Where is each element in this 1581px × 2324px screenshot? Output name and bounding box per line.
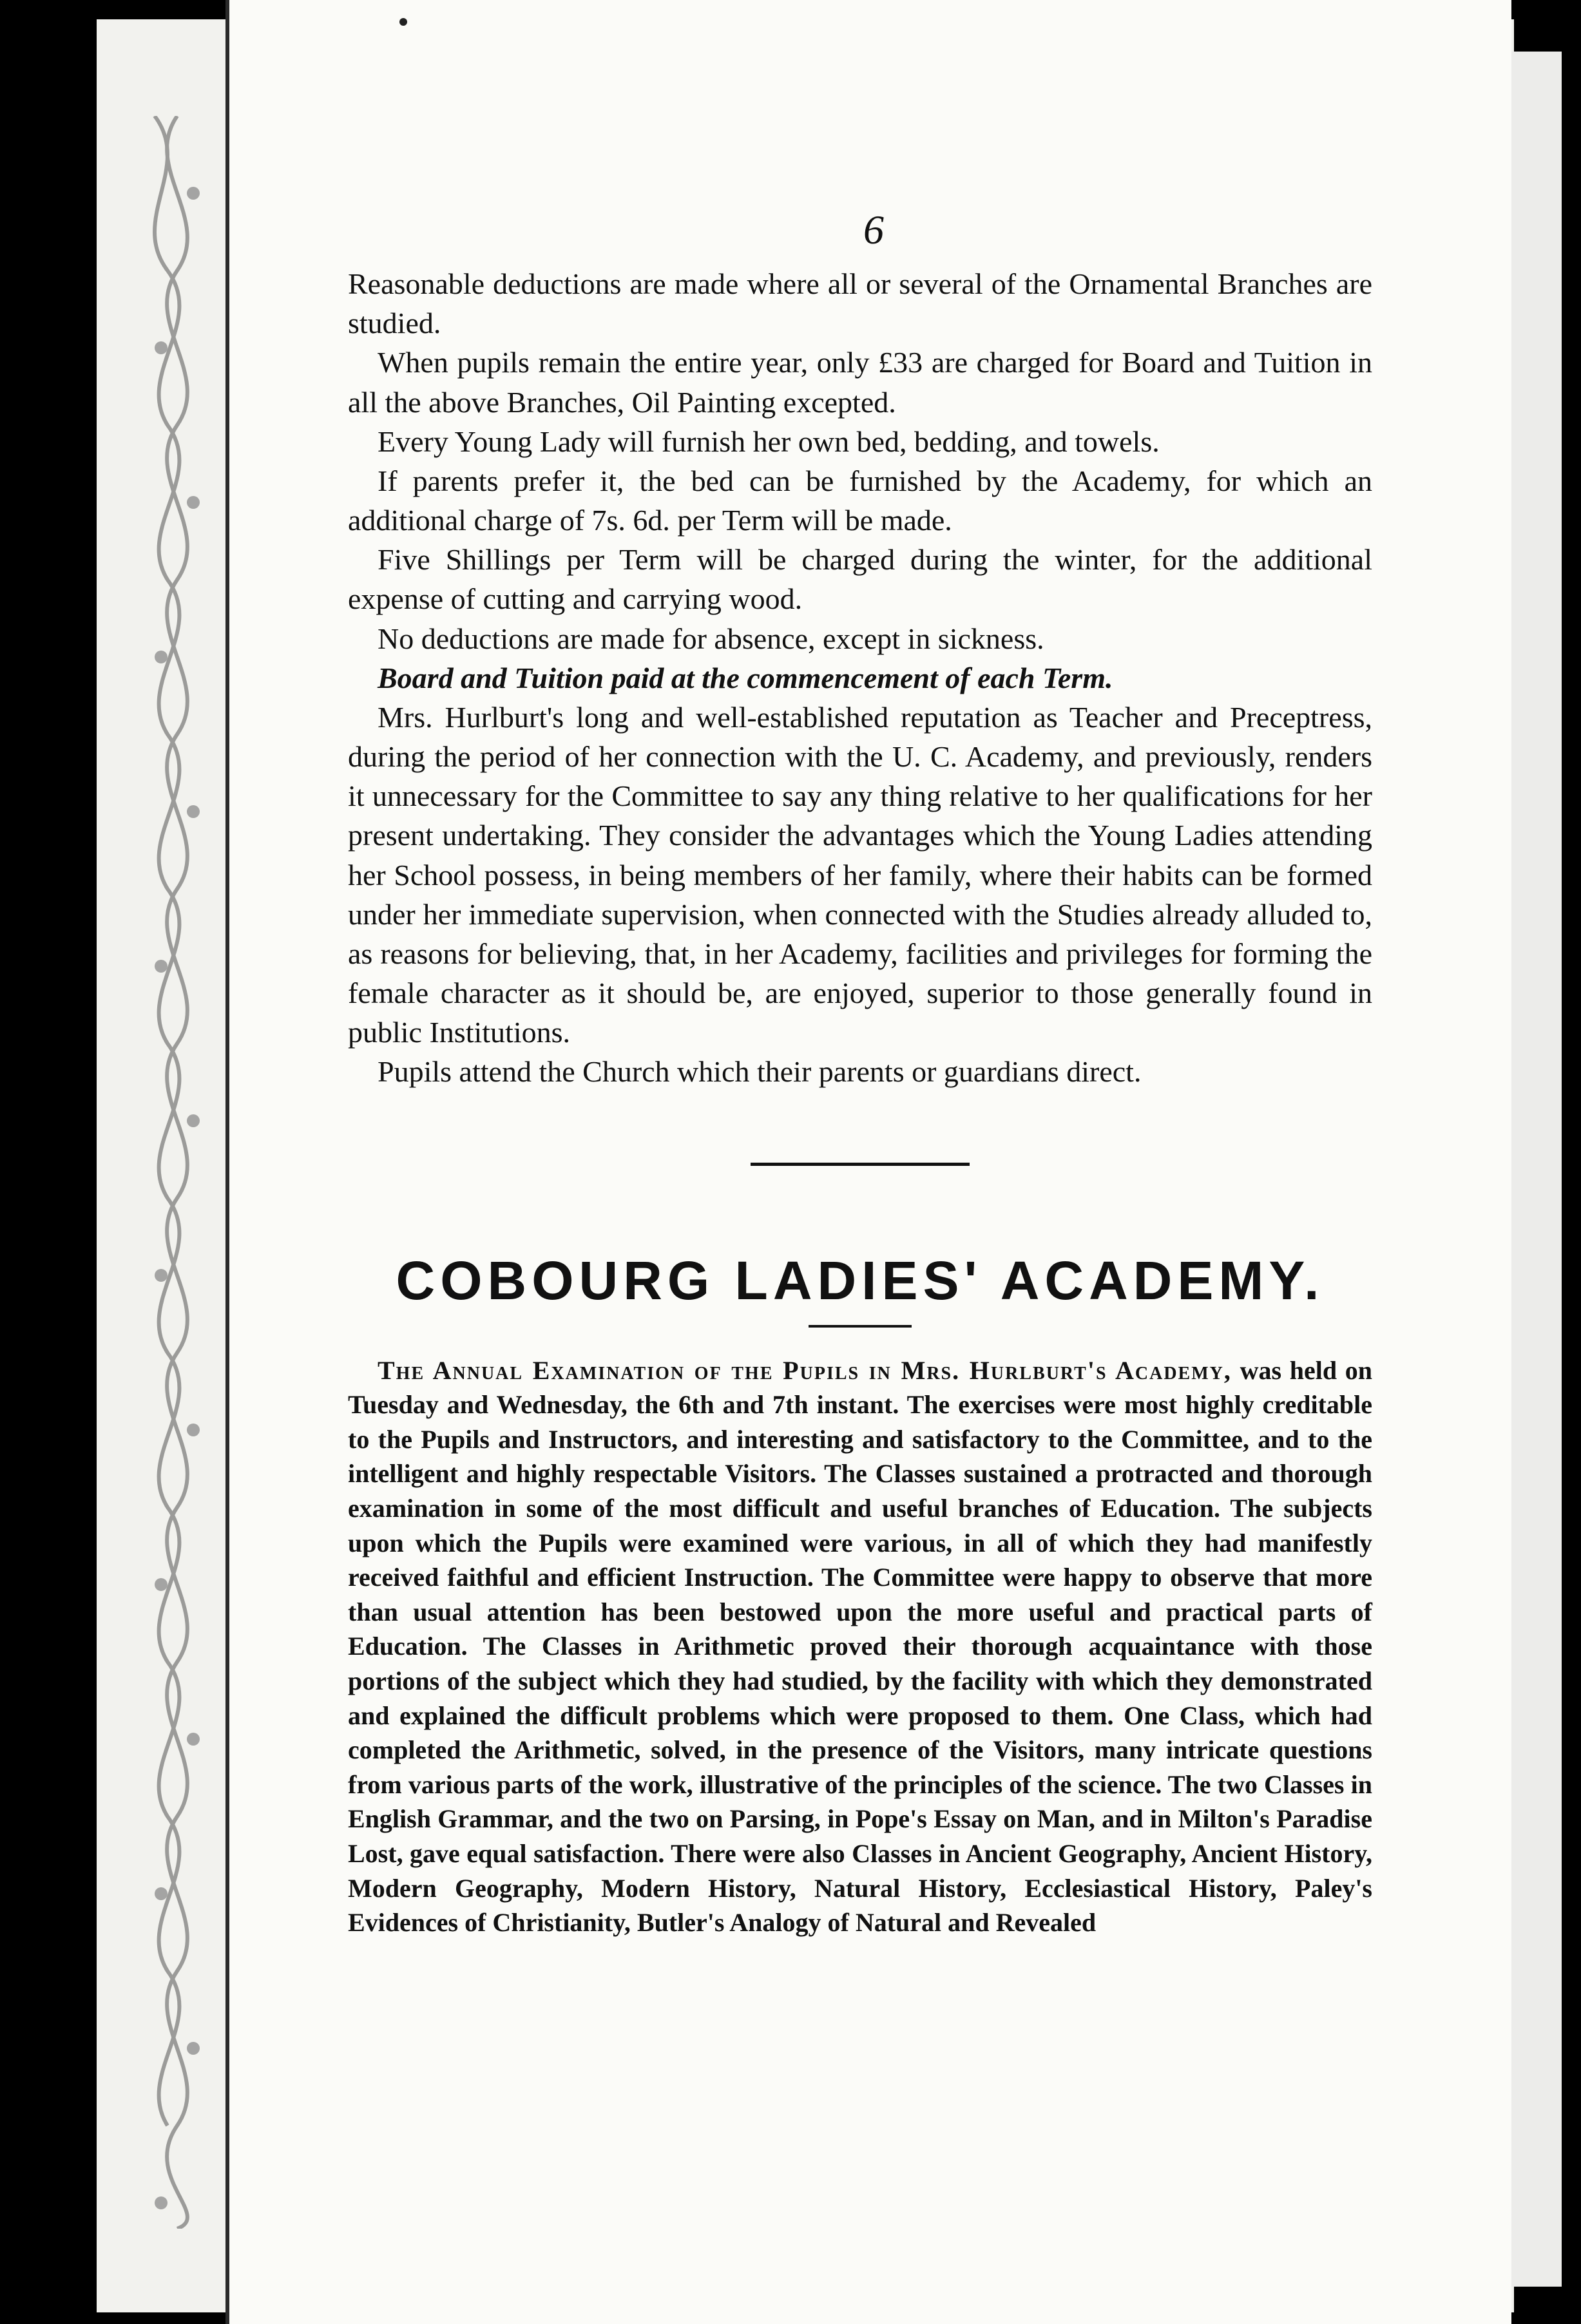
paragraph-church: Pupils attend the Church which their parents or guardians direct. [378,1055,1142,1089]
paragraph-wood-charge: Five Shillings per Term will be charged during the winter, for the additional expense of cutting and carrying wood. [348,543,1372,616]
ink-dot [399,18,407,26]
section-divider [751,1163,970,1172]
decorative-border [129,116,225,2229]
page-text [348,206,1372,1940]
paragraph-bedding: Every Young Lady will furnish her own bed, bedding, and towels. [378,424,1160,458]
paragraph-bed-charge: If parents prefer it, the bed can be furnished by the Academy, for which an additional charge of 7s. 6d. per Term will be made. [348,464,1372,537]
board-notice: Board and Tuition paid at the commencement of each Term. [378,661,1113,694]
paragraph-deductions: Reasonable deductions are made where all or several of the Ornamental Branches are studied. [348,267,1372,340]
report-body: was held on Tuesday and Wednesday, the 6th and 7th instant. The exercises were most highly creditable to the Pupils and Instructors, and interesting and satisfactory to the Committee, and to the intelligent and highly respectable Visitors. The Classes sustained a protracted and thorough examination in some of the most difficult and useful branches of Education. The subjects upon which the Pupils were examined were various, in all of which they had manifestly received faithful and efficient Instruction. The Committee were happy to observe that more than usual attention has been bestowed upon the more useful and practical parts of Education. The Classes in Arithmetic proved their thorough acquaintance with those portions of the subject which they had studied, by the facility with which they demonstrated and explained the difficult problems which were proposed to them. One Class, which had completed the Arithmetic, solved, in the presence of the Visitors, many intricate questions from various parts of the work, illustrative of the principles of the science. The two Classes in English Grammar, and the two on Parsing, in Pope's Essay on Man, and in Milton's Paradise Lost, gave equal satisfaction. There were also Classes in Ancient Geography, Ancient History, Modern Geography, Modern History, Natural History, Ecclesiastical History, Paley's Evidences of Christianity, Butler's Analogy of Natural and Revealed [348,1355,1373,1938]
scroll-ornament-icon [129,116,225,2229]
paragraph-absence: No deductions are made for absence, except in sickness. [378,622,1044,655]
page-number: 6 [863,207,884,252]
paragraph-annual-charge: When pupils remain the entire year, only £33 are charged for Board and Tuition in all the above Branches, Oil Painting excepted. [348,346,1372,419]
examination-report [348,1353,1372,1940]
paragraph-reputation: Mrs. Hurlburt's long and well-established reputation as Teacher and Preceptress, during the period of her connection with the U. C. Academy, and previously, renders it unnecessary for the Committee to say any thing relative to her qualifications for her present undertaking. They consider the advantages which the Young Ladies attending her School possess, in being members of her family, where their habits can be formed under her immediate supervision, when connected with the Studies already alluded to, as reasons for believing, that, in her Academy, facilities and privileges for forming the female character as it should be, are enjoyed, superior to those generally found in public Institutions. [348,700,1372,1049]
report-lead: The Annual Examination of the Pupils in Mrs. Hurlburt's Academy, [378,1355,1232,1385]
heading-underline [809,1325,912,1328]
facing-page-edge [1508,52,1562,2287]
section-heading: COBOURG LADIES' ACADEMY. [396,1250,1325,1311]
